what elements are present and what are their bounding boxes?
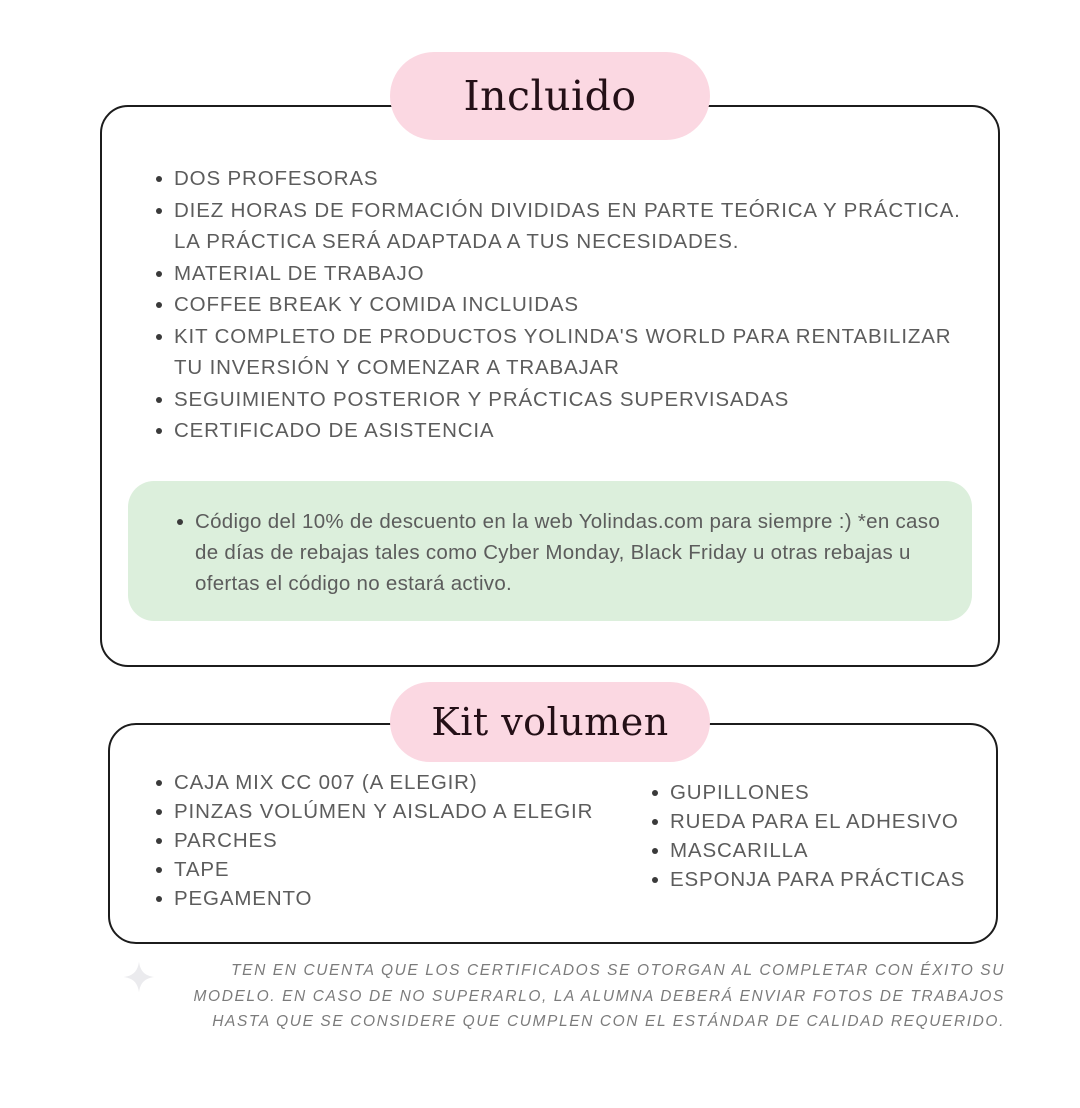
list-item: PARCHES bbox=[152, 826, 622, 855]
incluido-list bbox=[152, 163, 972, 447]
list-item: COFFEE BREAK Y COMIDA INCLUIDAS bbox=[152, 289, 972, 321]
list-item: ESPONJA PARA PRÁCTICAS bbox=[648, 865, 998, 894]
discount-note-list bbox=[173, 506, 953, 599]
kit-volumen-title: Kit volumen bbox=[431, 700, 669, 744]
list-item: TAPE bbox=[152, 855, 622, 884]
list-item: CERTIFICADO DE ASISTENCIA bbox=[152, 415, 972, 447]
incluido-title: Incluido bbox=[463, 71, 637, 120]
kit-volumen-badge bbox=[390, 682, 710, 762]
kit-list-left bbox=[152, 768, 622, 913]
list-item: CAJA MIX CC 007 (A ELEGIR) bbox=[152, 768, 622, 797]
list-item: MATERIAL DE TRABAJO bbox=[152, 258, 972, 290]
list-item: PEGAMENTO bbox=[152, 884, 622, 913]
kit-list-right bbox=[648, 778, 998, 894]
list-item: SEGUIMIENTO POSTERIOR Y PRÁCTICAS SUPERVISADAS bbox=[152, 384, 972, 416]
footer-note: TEN EN CUENTA QUE LOS CERTIFICADOS SE OTORGAN AL COMPLETAR CON ÉXITO SU MODELO. EN CASO DE NO SUPERARLO, LA ALUMNA DEBERÁ ENVIAR FOTOS DE TRABAJOS HASTA QUE SE CONSIDERE QUE CUMPLEN CON EL ESTÁNDAR DE CALIDAD REQUERIDO. bbox=[193, 962, 1005, 1030]
discount-note-box bbox=[128, 481, 972, 621]
list-item: PINZAS VOLÚMEN Y AISLADO A ELEGIR bbox=[152, 797, 622, 826]
list-item: Código del 10% de descuento en la web Yolindas.com para siempre :) *en caso de días de rebajas tales como Cyber Monday, Black Friday u otras rebajas u ofertas el código no estará activo. bbox=[173, 506, 953, 599]
list-item: DOS PROFESORAS bbox=[152, 163, 972, 195]
list-item: DIEZ HORAS DE FORMACIÓN DIVIDIDAS EN PARTE TEÓRICA Y PRÁCTICA. LA PRÁCTICA SERÁ ADAPTADA A TUS NECESIDADES. bbox=[152, 195, 972, 258]
list-item: GUPILLONES bbox=[648, 778, 998, 807]
list-item: RUEDA PARA EL ADHESIVO bbox=[648, 807, 998, 836]
incluido-badge bbox=[390, 52, 710, 140]
list-item: MASCARILLA bbox=[648, 836, 998, 865]
list-item: KIT COMPLETO DE PRODUCTOS YOLINDA'S WORLD PARA RENTABILIZAR TU INVERSIÓN Y COMENZAR A TRABAJAR bbox=[152, 321, 972, 384]
